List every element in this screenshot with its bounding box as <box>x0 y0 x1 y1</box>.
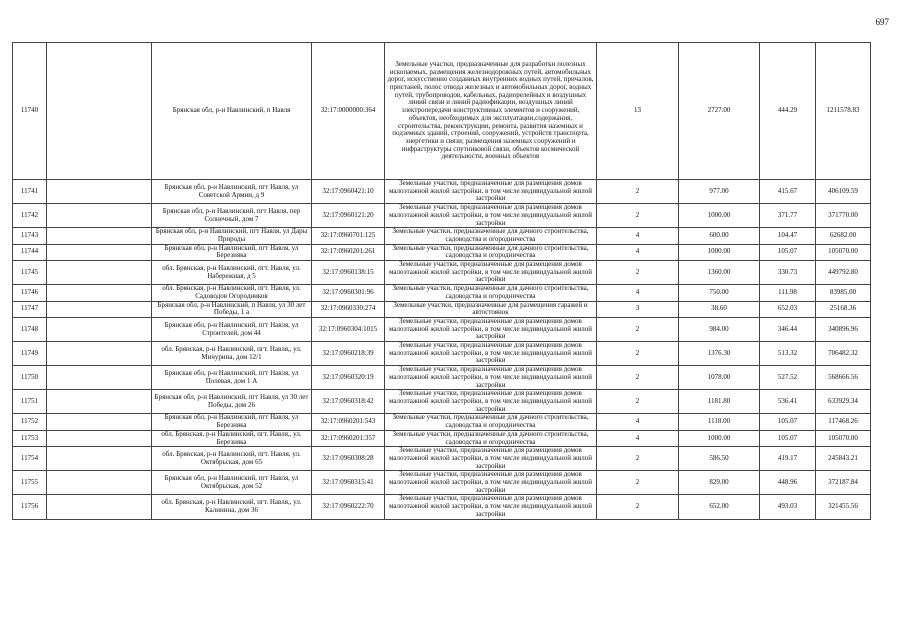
cadastral-value-cell: 568666.56 <box>816 366 871 390</box>
address-cell: Брянская обл, р-н Навлинский, п Навля <box>152 43 312 180</box>
cadastral-value-cell: 706482.32 <box>816 342 871 366</box>
blank-cell <box>47 244 152 260</box>
use-group-cell: 2 <box>597 261 679 285</box>
specific-value-cell: 493.03 <box>760 495 816 519</box>
blank-cell <box>47 430 152 446</box>
use-group-cell: 2 <box>597 204 679 228</box>
use-group-cell: 2 <box>597 366 679 390</box>
use-group-cell: 4 <box>597 244 679 260</box>
specific-value-cell: 371.77 <box>760 204 816 228</box>
cadastral-number-cell: 32:17:0960201:543 <box>312 414 385 430</box>
cadastral-value-cell: 83985.00 <box>816 285 871 301</box>
specific-value-cell: 111.98 <box>760 285 816 301</box>
use-group-cell: 2 <box>597 390 679 414</box>
cadastral-number-cell: 32:17:0960304:1015 <box>312 317 385 341</box>
address-cell: Брянская обл, р-н Навлинский, пгт Навля, ул Советской Армии, д 9 <box>152 180 312 204</box>
address-cell: Брянская обл, р-н Навлинский, пгт Навля, ул Строителей, дом 44 <box>152 317 312 341</box>
land-use-cell: Земельные участки, предназначенные для дачного строительства, садоводства и огородничества <box>385 228 597 244</box>
area-cell: 1000.00 <box>679 204 760 228</box>
address-cell: Брянская обл, р-н Навлинский, пгт Навля, ул 30 лет Победы, дом 26 <box>152 390 312 414</box>
address-cell: Брянская обл, р-н Навлинский, пгт Навля, ул Полевая, дом 1 А <box>152 366 312 390</box>
area-cell: 1118.00 <box>679 414 760 430</box>
cadastral-number-cell: 32:17:0960138:15 <box>312 261 385 285</box>
cadastral-value-cell: 633929.34 <box>816 390 871 414</box>
row-number-cell: 11749 <box>13 342 47 366</box>
address-cell: Брянская обл, р-н Навлинский, п Навля, ул 30 лет Победы, 1 а <box>152 301 312 317</box>
cadastral-value-cell: 25168.36 <box>816 301 871 317</box>
blank-cell <box>47 301 152 317</box>
use-group-cell: 3 <box>597 301 679 317</box>
blank-cell <box>47 495 152 519</box>
specific-value-cell: 527.52 <box>760 366 816 390</box>
cadastral-number-cell: 32:17:0960218:39 <box>312 342 385 366</box>
blank-cell <box>47 366 152 390</box>
row-number-cell: 11746 <box>13 285 47 301</box>
blank-cell <box>47 414 152 430</box>
cadastral-value-cell: 117468.26 <box>816 414 871 430</box>
row-number-cell: 11745 <box>13 261 47 285</box>
table-row <box>13 43 871 180</box>
address-cell: обл. Брянская, р-н Навлинский, пгт. Навля, ул. Набережная, д 5 <box>152 261 312 285</box>
specific-value-cell: 346.44 <box>760 317 816 341</box>
table-row <box>13 471 871 495</box>
cadastral-number-cell: 32:17:0960318:42 <box>312 390 385 414</box>
cadastral-value-cell: 406109.59 <box>816 180 871 204</box>
address-cell: Брянская обл, р-н Навлинский, пгт Навля, ул Березняка <box>152 414 312 430</box>
blank-cell <box>47 471 152 495</box>
specific-value-cell: 513.32 <box>760 342 816 366</box>
cadastral-number-cell: 32:17:0960121:20 <box>312 204 385 228</box>
area-cell: 1000.00 <box>679 430 760 446</box>
table-body <box>13 43 871 520</box>
table-row <box>13 447 871 471</box>
address-cell: обл. Брянская, р-н Навлинский, пгт. Навля, ул. Садоводов Огородников <box>152 285 312 301</box>
cadastral-value-cell: 62682.00 <box>816 228 871 244</box>
page-number: 697 <box>875 17 889 27</box>
table-row <box>13 180 871 204</box>
cadastral-value-cell: 321455.56 <box>816 495 871 519</box>
cadastral-value-cell: 105070.00 <box>816 430 871 446</box>
table-row <box>13 261 871 285</box>
blank-cell <box>47 43 152 180</box>
row-number-cell: 11740 <box>13 43 47 180</box>
land-use-cell: Земельные участки, предназначенные для размещения гаражей и автостоянок <box>385 301 597 317</box>
use-group-cell: 2 <box>597 317 679 341</box>
land-use-cell: Земельные участки, предназначенные для размещения домов малоэтажной жилой застройки, в том числе индивидуальной жилой застройки <box>385 342 597 366</box>
cadastral-number-cell: 32:17:0000000:364 <box>312 43 385 180</box>
specific-value-cell: 652.03 <box>760 301 816 317</box>
cadastral-number-cell: 32:17:0960330:274 <box>312 301 385 317</box>
table-row <box>13 342 871 366</box>
row-number-cell: 11755 <box>13 471 47 495</box>
area-cell: 977.00 <box>679 180 760 204</box>
table-row <box>13 244 871 260</box>
address-cell: обл. Брянская, р-н Навлинский, пгт. Навля,, ул. Березняка <box>152 430 312 446</box>
row-number-cell: 11744 <box>13 244 47 260</box>
cadastral-value-cell: 105070.00 <box>816 244 871 260</box>
specific-value-cell: 536.41 <box>760 390 816 414</box>
area-cell: 2727.00 <box>679 43 760 180</box>
row-number-cell: 11742 <box>13 204 47 228</box>
use-group-cell: 2 <box>597 471 679 495</box>
blank-cell <box>47 317 152 341</box>
address-cell: обл. Брянская, р-н Навлинский, пгт. Навля,, ул. Мичурина, дом 12/1 <box>152 342 312 366</box>
specific-value-cell: 104.47 <box>760 228 816 244</box>
table-row <box>13 414 871 430</box>
table-row <box>13 204 871 228</box>
area-cell: 1000.00 <box>679 244 760 260</box>
row-number-cell: 11756 <box>13 495 47 519</box>
specific-value-cell: 448.96 <box>760 471 816 495</box>
land-use-cell: Земельные участки, предназначенные для размещения домов малоэтажной жилой застройки, в том числе индивидуальной жилой застройки <box>385 495 597 519</box>
area-cell: 1376.30 <box>679 342 760 366</box>
land-use-cell: Земельные участки, предназначенные для дачного строительства, садоводства и огородничества <box>385 414 597 430</box>
specific-value-cell: 444.29 <box>760 43 816 180</box>
land-use-cell: Земельные участки, предназначенные для размещения домов малоэтажной жилой застройки, в том числе индивидуальной жилой застройки <box>385 261 597 285</box>
land-use-cell: Земельные участки, предназначенные для размещения домов малоэтажной жилой застройки, в том числе индивидуальной жилой застройки <box>385 390 597 414</box>
area-cell: 750.00 <box>679 285 760 301</box>
row-number-cell: 11741 <box>13 180 47 204</box>
use-group-cell: 4 <box>597 414 679 430</box>
use-group-cell: 4 <box>597 430 679 446</box>
table-row <box>13 430 871 446</box>
row-number-cell: 11750 <box>13 366 47 390</box>
area-cell: 984.00 <box>679 317 760 341</box>
cadastral-number-cell: 32:17:0960421:10 <box>312 180 385 204</box>
area-cell: 1181.80 <box>679 390 760 414</box>
cadastral-value-cell: 1211578.83 <box>816 43 871 180</box>
blank-cell <box>47 180 152 204</box>
specific-value-cell: 105.07 <box>760 244 816 260</box>
row-number-cell: 11751 <box>13 390 47 414</box>
cadastral-number-cell: 32:17:0960222:70 <box>312 495 385 519</box>
blank-cell <box>47 342 152 366</box>
table-row <box>13 228 871 244</box>
blank-cell <box>47 228 152 244</box>
cadastral-number-cell: 32:17:0960201:261 <box>312 244 385 260</box>
address-cell: Брянская обл, р-н Навлинский, пгт Навля, пер Солнечный, дом 7 <box>152 204 312 228</box>
row-number-cell: 11754 <box>13 447 47 471</box>
land-use-cell: Земельные участки, предназначенные для размещения домов малоэтажной жилой застройки, в том числе индивидуальной жилой застройки <box>385 317 597 341</box>
land-use-cell: Земельные участки, предназначенные для размещения домов малоэтажной жилой застройки, в том числе индивидуальной жилой застройки <box>385 366 597 390</box>
land-use-cell: Земельные участки, предназначенные для размещения домов малоэтажной жилой застройки, в том числе индивидуальной жилой застройки <box>385 204 597 228</box>
use-group-cell: 2 <box>597 447 679 471</box>
area-cell: 38.60 <box>679 301 760 317</box>
use-group-cell: 4 <box>597 285 679 301</box>
land-use-cell: Земельные участки, предназначенные для размещения домов малоэтажной жилой застройки, в том числе индивидуальной жилой застройки <box>385 180 597 204</box>
table-row <box>13 366 871 390</box>
table-row <box>13 285 871 301</box>
use-group-cell: 2 <box>597 342 679 366</box>
table-row <box>13 495 871 519</box>
cadastral-number-cell: 32:17:0960701:125 <box>312 228 385 244</box>
cadastral-number-cell: 32:17:0960315:41 <box>312 471 385 495</box>
table-row <box>13 390 871 414</box>
land-use-cell: Земельные участки, предназначенные для дачного строительства, садоводства и огородничества <box>385 244 597 260</box>
address-cell: Брянская обл, р-н Навлинский, пгт Навля, ул Октябрьская, дом 52 <box>152 471 312 495</box>
area-cell: 652.00 <box>679 495 760 519</box>
row-number-cell: 11748 <box>13 317 47 341</box>
cadastral-number-cell: 32:17:0960320:19 <box>312 366 385 390</box>
land-use-cell: Земельные участки, предназначенные для разработки полезных ископаемых, размещения железнодорожных путей, автомобильных дорог, искусственно созданных внутренних водных путей, причалов, пристаней, полос отвода железных и автомобильных дорог, водных путей, трубопроводов, кабельных, радиорелейных и воздушных линий связи и линий радиофикации, воздушных линий электропередачи конструктивных элементов и сооружений, объектов, необходимых для эксплуатации,содержания, строительства, реконструкции, ремонта, развития наземных и подземных зданий, строений, сооружений, устройств транспорта, энергетики и связи; размещения наземных сооружений и инфраструктуры спутниковой связи, объектов космической деятельности, военных объектов <box>385 43 597 180</box>
specific-value-cell: 105.07 <box>760 430 816 446</box>
land-use-cell: Земельные участки, предназначенные для дачного строительства, садоводства и огородничества <box>385 285 597 301</box>
cadastral-number-cell: 32:17:0960201:357 <box>312 430 385 446</box>
cadastral-value-cell: 449792.80 <box>816 261 871 285</box>
address-cell: Брянская обл, р-н Навлинский, пгт Навля, ул Дары Природы <box>152 228 312 244</box>
specific-value-cell: 415.67 <box>760 180 816 204</box>
table-row <box>13 317 871 341</box>
area-cell: 1360.00 <box>679 261 760 285</box>
table-row <box>13 301 871 317</box>
area-cell: 600.00 <box>679 228 760 244</box>
blank-cell <box>47 261 152 285</box>
specific-value-cell: 105.07 <box>760 414 816 430</box>
area-cell: 586.50 <box>679 447 760 471</box>
use-group-cell: 4 <box>597 228 679 244</box>
land-use-cell: Земельные участки, предназначенные для размещения домов малоэтажной жилой застройки, в том числе индивидуальной жилой застройки <box>385 447 597 471</box>
land-use-cell: Земельные участки, предназначенные для дачного строительства, садоводства и огородничества <box>385 430 597 446</box>
row-number-cell: 11753 <box>13 430 47 446</box>
address-cell: обл. Брянская, р-н Навлинский, пгт. Навля, ул. Октябрьская, дом 65 <box>152 447 312 471</box>
specific-value-cell: 330.73 <box>760 261 816 285</box>
cadastral-value-cell: 245843.21 <box>816 447 871 471</box>
area-cell: 1078.00 <box>679 366 760 390</box>
row-number-cell: 11747 <box>13 301 47 317</box>
address-cell: обл. Брянская, р-н Навлинский, пгт. Навля,, ул. Калинина, дом 36 <box>152 495 312 519</box>
cadastral-value-cell: 371770.00 <box>816 204 871 228</box>
cadastral-number-cell: 32:17:0960301:96 <box>312 285 385 301</box>
row-number-cell: 11752 <box>13 414 47 430</box>
blank-cell <box>47 204 152 228</box>
use-group-cell: 13 <box>597 43 679 180</box>
blank-cell <box>47 447 152 471</box>
specific-value-cell: 419.17 <box>760 447 816 471</box>
blank-cell <box>47 285 152 301</box>
cadastral-value-table <box>12 42 871 520</box>
area-cell: 829.00 <box>679 471 760 495</box>
cadastral-value-cell: 372187.84 <box>816 471 871 495</box>
use-group-cell: 2 <box>597 180 679 204</box>
land-use-cell: Земельные участки, предназначенные для размещения домов малоэтажной жилой застройки, в том числе индивидуальной жилой застройки <box>385 471 597 495</box>
row-number-cell: 11743 <box>13 228 47 244</box>
use-group-cell: 2 <box>597 495 679 519</box>
blank-cell <box>47 390 152 414</box>
address-cell: Брянская обл, р-н Навлинский, пгт Навля, ул Березняка <box>152 244 312 260</box>
cadastral-number-cell: 32:17:0960308:28 <box>312 447 385 471</box>
cadastral-value-cell: 340896.96 <box>816 317 871 341</box>
